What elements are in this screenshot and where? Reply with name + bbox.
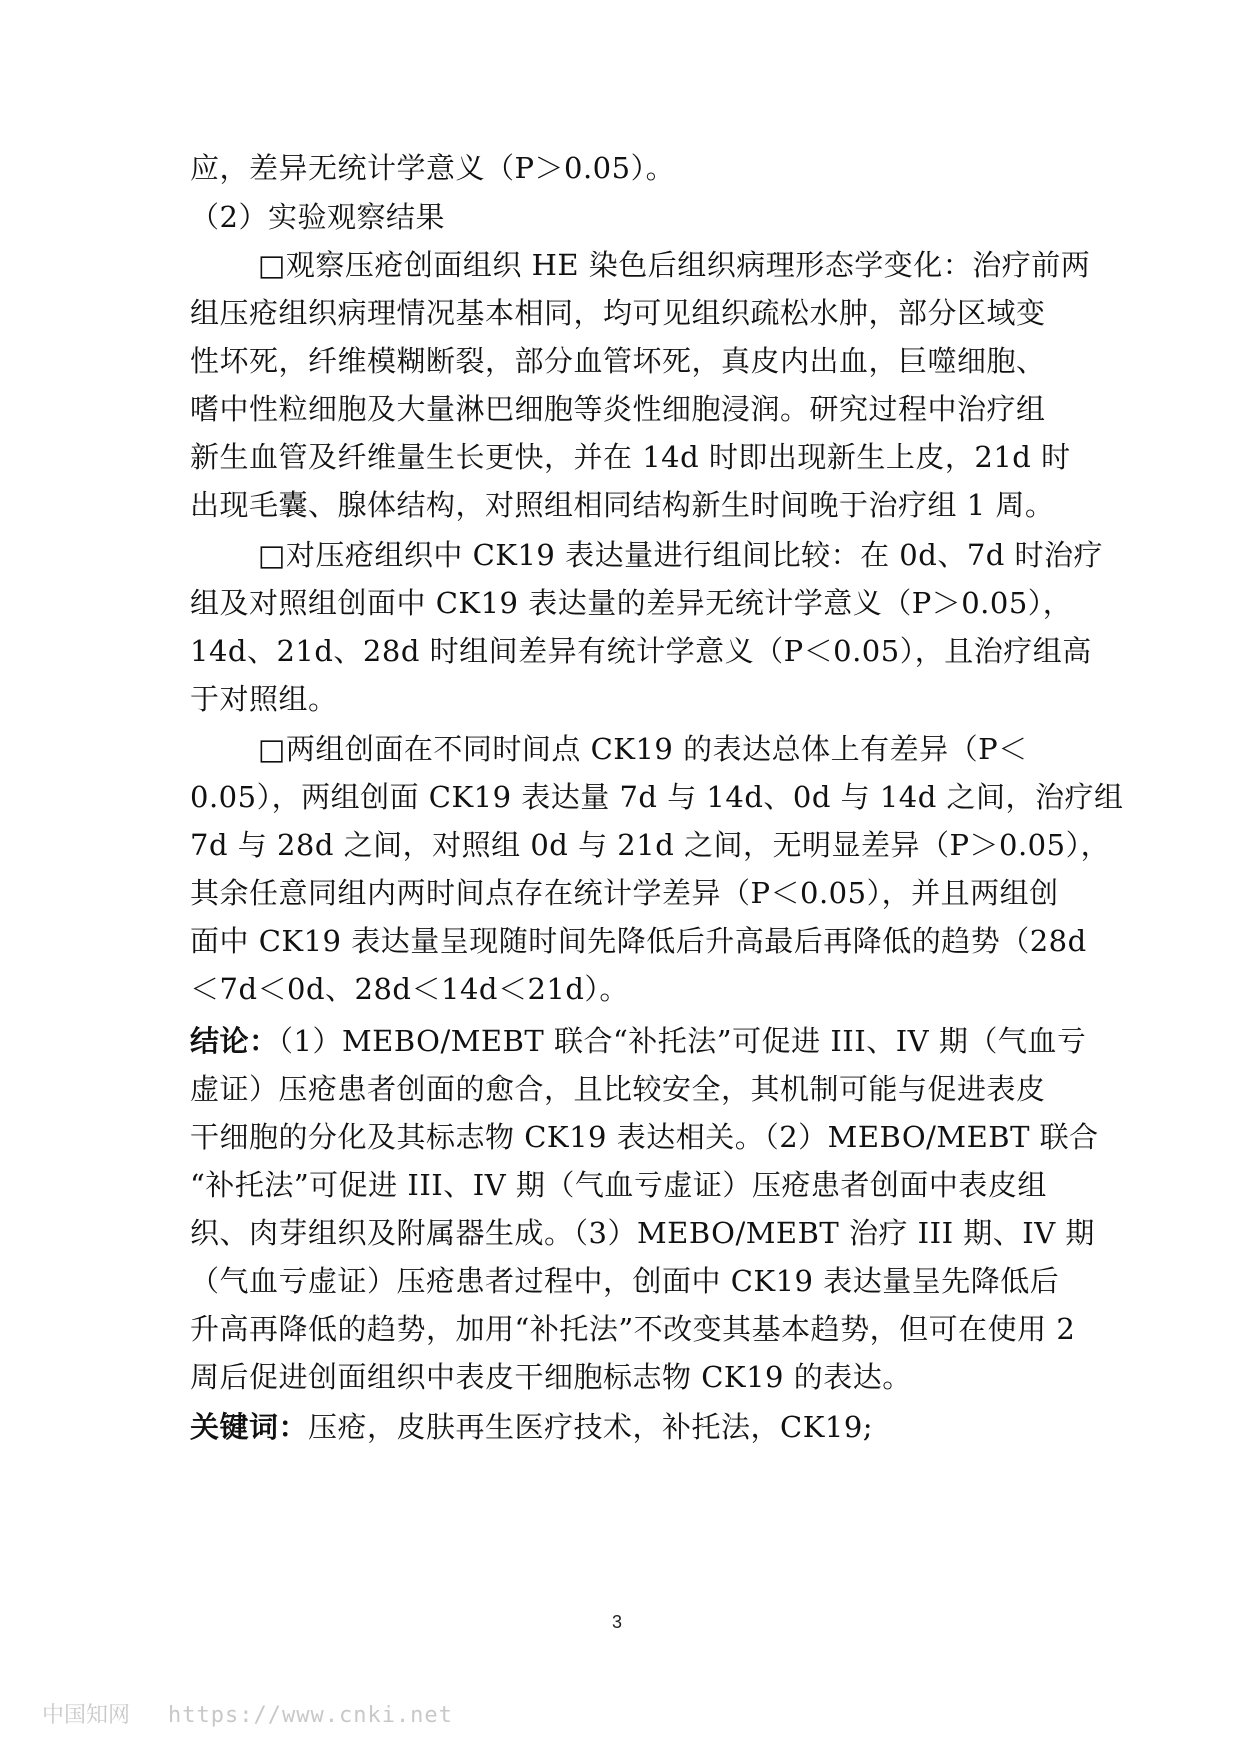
page-number: 3 [612,1612,623,1632]
cnki-watermark [42,1698,453,1729]
body-text-line: （气血亏虚证）压疮患者过程中，创面中 CK19 表达量呈先降低后 [190,1264,1060,1298]
body-text-line: 组压疮组织病理情况基本相同，均可见组织疏松水肿，部分区域变 [190,296,1046,330]
body-text-line: 0.05），两组创面 CK19 表达量 7d 与 14d、0d 与 14d 之间，治疗组 [190,780,1124,814]
body-text-line: 7d 与 28d 之间，对照组 0d 与 21d 之间，无明显差异（P＞0.05）， [190,828,1111,862]
body-text-line: 于对照组。 [190,682,338,716]
body-text-line: 干细胞的分化及其标志物 CK19 表达相关。（2）MEBO/MEBT 联合 [190,1120,1099,1154]
body-text-line: □观察压疮创面组织 HE 染色后组织病理形态学变化：治疗前两 [258,248,1091,282]
body-text-line: ＜7d＜0d、28d＜14d＜21d）。 [190,972,629,1006]
body-text-line: 其余任意同组内两时间点存在统计学差异（P＜0.05），并且两组创 [190,876,1059,910]
body-text-line: 织、肉芽组织及附属器生成。（3）MEBO/MEBT 治疗 III 期、IV 期 [190,1216,1095,1250]
section-heading: （2）实验观察结果 [190,200,445,234]
body-text-line: □两组创面在不同时间点 CK19 的表达总体上有差异（P＜ [258,732,1028,766]
watermark-brand: 中国知网 [42,1703,131,1728]
body-text-line: 应，差异无统计学意义（P＞0.05）。 [190,151,676,185]
body-text-line: 虚证）压疮患者创面的愈合，且比较安全，其机制可能与促进表皮 [190,1072,1046,1106]
body-text-line: 嗜中性粒细胞及大量淋巴细胞等炎性细胞浸润。研究过程中治疗组 [190,392,1046,426]
conclusion-line [190,1021,1086,1061]
body-text-line: □对压疮组织中 CK19 表达量进行组间比较：在 0d、7d 时治疗 [258,538,1104,572]
body-text-line: 14d、21d、28d 时组间差异有统计学意义（P＜0.05），且治疗组高 [190,634,1092,668]
keywords-label: 关键词： [190,1410,309,1444]
body-text-line: 面中 CK19 表达量呈现随时间先降低后升高最后再降低的趋势（28d [190,924,1087,958]
conclusion-text: （1）MEBO/MEBT 联合“补托法”可促进 III、IV 期（气血亏 [278,1024,1087,1058]
body-text-line: 组及对照组创面中 CK19 表达量的差异无统计学意义（P＞0.05）， [190,586,1073,620]
conclusion-label: 结论： [190,1024,279,1058]
body-text-line: “补托法”可促进 III、IV 期（气血亏虚证）压疮患者创面中表皮组 [190,1168,1047,1202]
body-text-line: 新生血管及纤维量生长更快，并在 14d 时即出现新生上皮，21d 时 [190,440,1071,474]
body-text-line: 周后促进创面组织中表皮干细胞标志物 CK19 的表达。 [190,1360,912,1394]
body-text-line: 出现毛囊、腺体结构，对照组相同结构新生时间晚于治疗组 1 周。 [190,488,1055,522]
keywords-text: 压疮，皮肤再生医疗技术，补托法，CK19; [308,1410,874,1444]
keywords-line [190,1407,873,1447]
body-text-line: 性坏死，纤维模糊断裂，部分血管坏死，真皮内出血，巨噬细胞、 [190,344,1046,378]
body-text-line: 升高再降低的趋势，加用“补托法”不改变其基本趋势，但可在使用 2 [190,1312,1076,1346]
watermark-url: https://www.cnki.net [168,1703,453,1728]
